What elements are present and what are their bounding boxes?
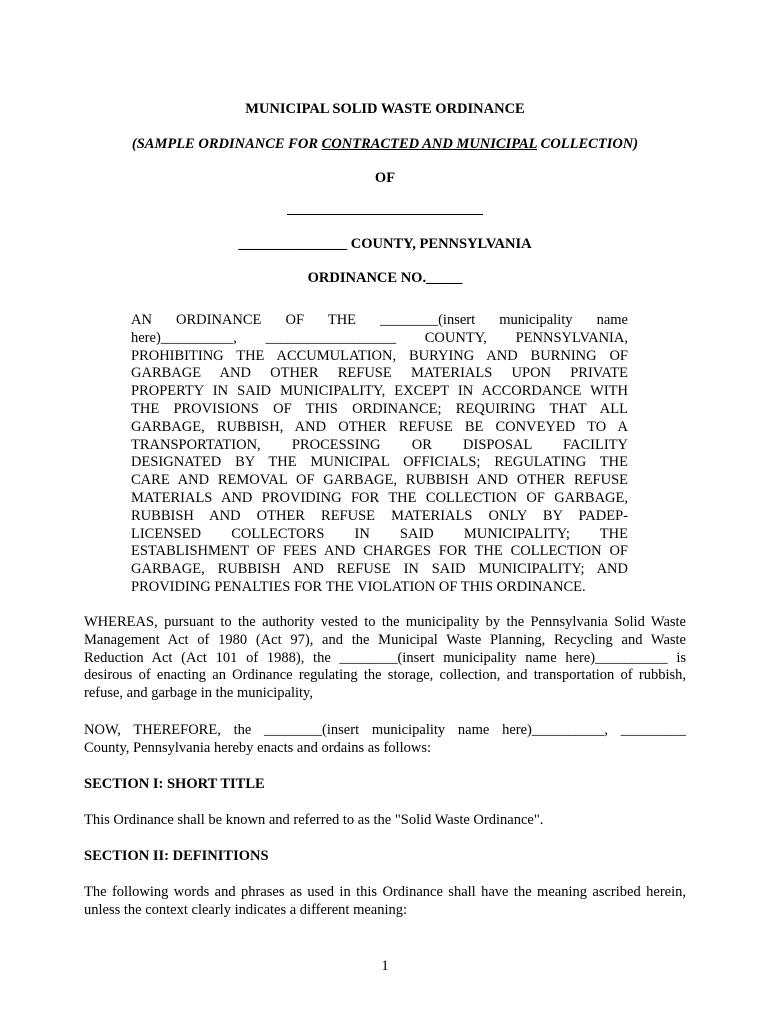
section-2-line: unless the context clearly indicates a different meaning: (84, 901, 408, 918)
document-subtitle (0, 136, 770, 153)
abstract-line: MATERIALS AND PROVIDING FOR THE COLLECTION OF GARBAGE, (131, 489, 628, 506)
whereas-paragraph (84, 614, 686, 703)
abstract-line: PROVIDING PENALTIES FOR THE VIOLATION OF THIS ORDINANCE. (131, 578, 586, 595)
whereas-line: refuse, and garbage in the municipality, (84, 685, 313, 702)
abstract-line: GARBAGE, RUBBISH, AND OTHER REFUSE BE CONVEYED TO A (131, 418, 628, 435)
abstract-line: THE PROVISIONS OF THIS ORDINANCE; REQUIRING THAT ALL (131, 400, 628, 417)
page-number: 1 (381, 958, 389, 974)
section-2-text (84, 884, 686, 920)
subtitle-suffix: COLLECTION) (537, 136, 639, 152)
section-2-heading: SECTION II: DEFINITIONS (84, 848, 269, 864)
abstract-line: LICENSED COLLECTORS IN SAID MUNICIPALITY; THE (131, 525, 628, 542)
subtitle-underlined: CONTRACTED AND MUNICIPAL (321, 136, 538, 152)
whereas-line: desirous of enacting an Ordinance regulating the storage, collection, and transportation of rubbish, (84, 667, 686, 684)
abstract-line: PROHIBITING THE ACCUMULATION, BURYING AND BURNING OF (131, 347, 628, 364)
abstract-line: TRANSPORTATION, PROCESSING OR DISPOSAL FACILITY (131, 436, 628, 453)
abstract-line: here)__________, __________________ COUNTY, PENNSYLVANIA, (131, 329, 628, 346)
abstract-line: GARBAGE, RUBBISH AND REFUSE IN SAID MUNICIPALITY; AND (131, 561, 628, 578)
section-1-heading: SECTION I: SHORT TITLE (84, 776, 265, 792)
whereas-line: WHEREAS, pursuant to the authority vested to the municipality by the Pennsylvania Solid Waste (84, 614, 686, 630)
blank-underline (287, 196, 483, 215)
abstract-line: RUBBISH AND OTHER REFUSE MATERIALS ONLY BY PADEP- (131, 507, 628, 524)
abstract-line: ESTABLISHMENT OF FEES AND CHARGES FOR THE COLLECTION OF (131, 543, 628, 560)
county-line: _______________ COUNTY, PENNSYLVANIA (238, 236, 532, 252)
subtitle-prefix: (SAMPLE ORDINANCE FOR (131, 136, 322, 152)
document-title: MUNICIPAL SOLID WASTE ORDINANCE (245, 101, 525, 117)
section-1-text (84, 812, 686, 830)
abstract-line: CARE AND REMOVAL OF GARBAGE, RUBBISH AND OTHER REFUSE (131, 472, 628, 489)
whereas-line: Reduction Act (Act 101 of 1988), the ________(insert municipality name here)__________ is (84, 649, 686, 666)
now-line: County, Pennsylvania hereby enacts and ordains as follows: (84, 739, 431, 756)
of-label: OF (374, 170, 396, 186)
abstract-line: DESIGNATED BY THE MUNICIPAL OFFICIALS; REGULATING THE (131, 454, 628, 471)
abstract-line: GARBAGE AND OTHER REFUSE MATERIALS UPON PRIVATE (131, 365, 628, 382)
ordinance-number: ORDINANCE NO._____ (307, 270, 463, 286)
now-line: NOW, THEREFORE, the ________(insert municipality name here)__________, _________ (84, 722, 686, 738)
abstract-line: AN ORDINANCE OF THE ________(insert municipality name (131, 312, 628, 328)
municipality-blank-line (0, 196, 770, 220)
now-therefore-paragraph (84, 722, 686, 758)
section-2-line: The following words and phrases as used in this Ordinance shall have the meaning ascribed herein, (84, 884, 686, 900)
whereas-line: Management Act of 1980 (Act 97), and the Municipal Waste Planning, Recycling and Waste (84, 631, 686, 648)
abstract-line: PROPERTY IN SAID MUNICIPALITY, EXCEPT IN ACCORDANCE WITH (131, 383, 628, 400)
ordinance-abstract (131, 312, 628, 597)
section-1-line: This Ordinance shall be known and referred to as the "Solid Waste Ordinance". (84, 812, 544, 828)
